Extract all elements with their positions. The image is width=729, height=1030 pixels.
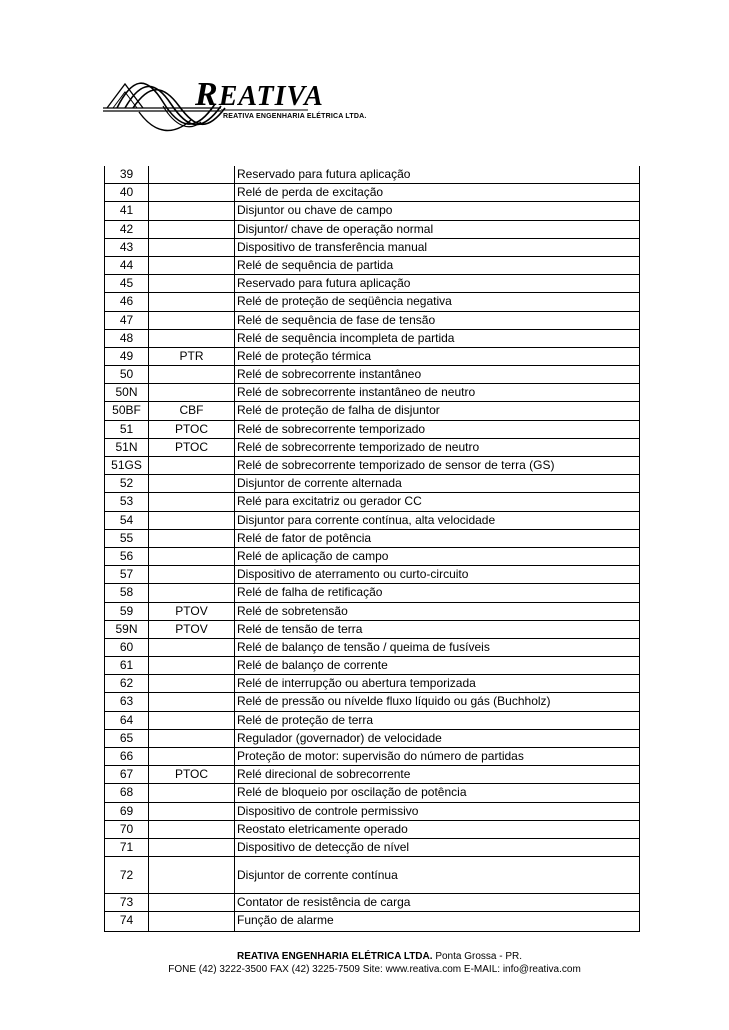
table-row — [105, 366, 639, 384]
logical-node-cell — [149, 312, 235, 329]
ansi-code-cell: 45 — [105, 275, 149, 292]
description-cell: Relé de sobrecorrente instantâneo de neutro — [237, 385, 476, 400]
ansi-function-table — [104, 166, 640, 932]
description-cell: Relé de balanço de tensão / queima de fusíveis — [237, 639, 490, 654]
company-logo — [103, 72, 373, 136]
ansi-code-cell: 66 — [105, 748, 149, 765]
logical-node-cell: PTOV — [149, 603, 235, 620]
table-row — [105, 457, 639, 475]
description-cell: Relé de proteção de seqüência negativa — [237, 294, 452, 309]
table-row — [105, 766, 639, 784]
logical-node-cell — [149, 493, 235, 510]
ansi-code-cell: 70 — [105, 821, 149, 838]
ansi-code-cell: 53 — [105, 493, 149, 510]
ansi-code-cell: 68 — [105, 784, 149, 801]
logical-node-cell — [149, 730, 235, 747]
ansi-code-cell: 41 — [105, 202, 149, 219]
table-row — [105, 693, 639, 711]
description-cell: Relé para excitatriz ou gerador CC — [237, 494, 422, 509]
table-row — [105, 548, 639, 566]
ansi-code-cell: 64 — [105, 712, 149, 729]
logical-node-cell — [149, 257, 235, 274]
table-row — [105, 384, 639, 402]
ansi-code-cell: 58 — [105, 584, 149, 601]
ansi-code-cell: 63 — [105, 693, 149, 710]
description-cell: Relé de sobrecorrente temporizado de neutro — [237, 439, 480, 454]
logical-node-cell — [149, 548, 235, 565]
description-cell: Dispositivo de detecção de nível — [237, 839, 410, 854]
logical-node-cell — [149, 566, 235, 583]
logical-node-cell — [149, 457, 235, 474]
table-row — [105, 330, 639, 348]
ansi-code-cell: 60 — [105, 639, 149, 656]
logical-node-cell — [149, 475, 235, 492]
ansi-code-cell: 51GS — [105, 457, 149, 474]
logical-node-cell — [149, 366, 235, 383]
description-cell: Disjuntor/ chave de operação normal — [237, 221, 434, 236]
ansi-code-cell: 50BF — [105, 402, 149, 419]
ansi-code-cell: 47 — [105, 312, 149, 329]
footer-company: REATIVA ENGENHARIA ELÉTRICA LTDA. — [236, 951, 433, 962]
description-cell: Relé de sobrecorrente temporizado — [237, 421, 426, 436]
table-row — [105, 603, 639, 621]
logical-node-cell: CBF — [149, 402, 235, 419]
description-cell: Relé de proteção de terra — [237, 712, 374, 727]
table-row — [105, 894, 639, 912]
table-row — [105, 566, 639, 584]
brand-subtitle: REATIVA ENGENHARIA ELÉTRICA LTDA. — [223, 113, 367, 120]
logical-node-cell — [149, 530, 235, 547]
logical-node-cell: PTOV — [149, 621, 235, 638]
logical-node-cell — [149, 239, 235, 256]
description-cell: Relé de interrupção ou abertura temporizada — [237, 676, 476, 691]
description-cell: Reservado para futura aplicação — [237, 276, 411, 291]
table-row — [105, 166, 639, 184]
table-row — [105, 839, 639, 857]
table-row — [105, 439, 639, 457]
table-row — [105, 275, 639, 293]
table-row — [105, 748, 639, 766]
ansi-code-cell: 61 — [105, 657, 149, 674]
ansi-code-cell: 39 — [105, 166, 149, 183]
table-row — [105, 493, 639, 511]
description-cell: Dispositivo de aterramento ou curto-circuito — [237, 567, 469, 582]
description-cell: Relé de bloqueio por oscilação de potência — [237, 785, 467, 800]
ansi-code-cell: 40 — [105, 184, 149, 201]
table-row — [105, 621, 639, 639]
logical-node-cell — [149, 275, 235, 292]
description-cell: Função de alarme — [237, 913, 334, 928]
logical-node-cell — [149, 748, 235, 765]
table-row — [105, 712, 639, 730]
logical-node-cell — [149, 857, 235, 893]
description-cell: Relé de perda de excitação — [237, 185, 384, 200]
logical-node-cell — [149, 712, 235, 729]
description-cell: Relé de pressão ou nívelde fluxo líquido ou gás (Buchholz) — [237, 694, 551, 709]
logical-node-cell: PTOC — [149, 439, 235, 456]
logical-node-cell — [149, 384, 235, 401]
table-row — [105, 784, 639, 802]
table-row — [105, 184, 639, 202]
logical-node-cell — [149, 639, 235, 656]
table-row — [105, 530, 639, 548]
logical-node-cell — [149, 675, 235, 692]
description-cell: Relé de sequência incompleta de partida — [237, 330, 455, 345]
ansi-code-cell: 42 — [105, 221, 149, 238]
description-cell: Relé de sobrecorrente temporizado de sensor de terra (GS) — [237, 458, 555, 472]
table-row — [105, 221, 639, 239]
logical-node-cell — [149, 512, 235, 529]
table-row — [105, 293, 639, 311]
table-row — [105, 639, 639, 657]
ansi-code-cell: 43 — [105, 239, 149, 256]
ansi-code-cell: 54 — [105, 512, 149, 529]
table-row — [105, 657, 639, 675]
ansi-code-cell: 67 — [105, 766, 149, 783]
ansi-code-cell: 50N — [105, 384, 149, 401]
table-row — [105, 348, 639, 366]
description-cell: Relé de sequência de fase de tensão — [237, 312, 436, 327]
ansi-code-cell: 62 — [105, 675, 149, 692]
logical-node-cell: PTOC — [149, 766, 235, 783]
table-row — [105, 803, 639, 821]
table-row — [105, 421, 639, 439]
table-row — [105, 475, 639, 493]
page-footer — [0, 950, 729, 976]
description-cell: Relé de proteção térmica — [237, 348, 372, 363]
ansi-code-cell: 59N — [105, 621, 149, 638]
logical-node-cell — [149, 293, 235, 310]
description-cell: Relé de proteção de falha de disjuntor — [237, 403, 440, 418]
brand-name: REATIVA — [195, 76, 324, 113]
ansi-code-cell: 72 — [105, 857, 149, 893]
logical-node-cell: PTOC — [149, 421, 235, 438]
footer-city: Ponta Grossa - PR. — [435, 951, 523, 962]
ansi-code-cell: 57 — [105, 566, 149, 583]
description-cell: Proteção de motor: supervisão do número de partidas — [237, 749, 524, 763]
ansi-code-cell: 51N — [105, 439, 149, 456]
logical-node-cell — [149, 584, 235, 601]
table-row — [105, 857, 639, 894]
ansi-code-cell: 65 — [105, 730, 149, 747]
logical-node-cell — [149, 221, 235, 238]
description-cell: Relé de sequência de partida — [237, 257, 394, 272]
table-row — [105, 239, 639, 257]
table-row — [105, 821, 639, 839]
table-row — [105, 512, 639, 530]
table-row — [105, 402, 639, 420]
description-cell: Contator de resistência de carga — [237, 895, 411, 910]
description-cell: Relé de sobretensão — [237, 603, 348, 618]
description-cell: Relé de balanço de corrente — [237, 658, 388, 673]
description-cell: Disjuntor ou chave de campo — [237, 203, 393, 218]
description-cell: Dispositivo de transferência manual — [237, 239, 428, 254]
table-row — [105, 912, 639, 930]
description-cell: Disjuntor de corrente contínua — [237, 868, 398, 883]
description-cell: Reservado para futura aplicação — [237, 167, 411, 181]
ansi-code-cell: 48 — [105, 330, 149, 347]
ansi-code-cell: 55 — [105, 530, 149, 547]
logical-node-cell — [149, 184, 235, 201]
ansi-code-cell: 51 — [105, 421, 149, 438]
description-cell: Dispositivo de controle permissivo — [237, 803, 419, 818]
logical-node-cell — [149, 821, 235, 838]
logical-node-cell: PTR — [149, 348, 235, 365]
ansi-code-cell: 59 — [105, 603, 149, 620]
logical-node-cell — [149, 657, 235, 674]
ansi-code-cell: 74 — [105, 912, 149, 930]
logical-node-cell — [149, 894, 235, 911]
logical-node-cell — [149, 803, 235, 820]
description-cell: Disjuntor para corrente contínua, alta velocidade — [237, 512, 496, 527]
logical-node-cell — [149, 330, 235, 347]
ansi-code-cell: 46 — [105, 293, 149, 310]
description-cell: Relé de fator de potência — [237, 530, 372, 545]
table-row — [105, 202, 639, 220]
table-row — [105, 312, 639, 330]
description-cell: Relé de falha de retificação — [237, 585, 383, 600]
description-cell: Reostato eletricamente operado — [237, 821, 408, 836]
ansi-code-cell: 69 — [105, 803, 149, 820]
table-row — [105, 584, 639, 602]
logical-node-cell — [149, 784, 235, 801]
description-cell: Relé de tensão de terra — [237, 621, 363, 636]
logical-node-cell — [149, 166, 235, 183]
ansi-code-cell: 71 — [105, 839, 149, 856]
logical-node-cell — [149, 839, 235, 856]
description-cell: Relé de sobrecorrente instantâneo — [237, 367, 422, 382]
description-cell: Regulador (governador) de velocidade — [237, 730, 442, 745]
description-cell: Relé direcional de sobrecorrente — [237, 767, 411, 782]
ansi-code-cell: 73 — [105, 894, 149, 911]
ansi-code-cell: 56 — [105, 548, 149, 565]
footer-contact: FONE (42) 3222-3500 FAX (42) 3225-7509 Site: www.reativa.com E-MAIL: info@reativa.com — [168, 964, 581, 975]
description-cell: Disjuntor de corrente alternada — [237, 476, 402, 491]
table-row — [105, 257, 639, 275]
ansi-code-cell: 49 — [105, 348, 149, 365]
ansi-code-cell: 50 — [105, 366, 149, 383]
ansi-code-cell: 52 — [105, 475, 149, 492]
table-row — [105, 675, 639, 693]
footer-line-1 — [0, 950, 729, 963]
logical-node-cell — [149, 912, 235, 930]
logical-node-cell — [149, 693, 235, 710]
logical-node-cell — [149, 202, 235, 219]
ansi-code-cell: 44 — [105, 257, 149, 274]
description-cell: Relé de aplicação de campo — [237, 548, 389, 563]
table-row — [105, 730, 639, 748]
